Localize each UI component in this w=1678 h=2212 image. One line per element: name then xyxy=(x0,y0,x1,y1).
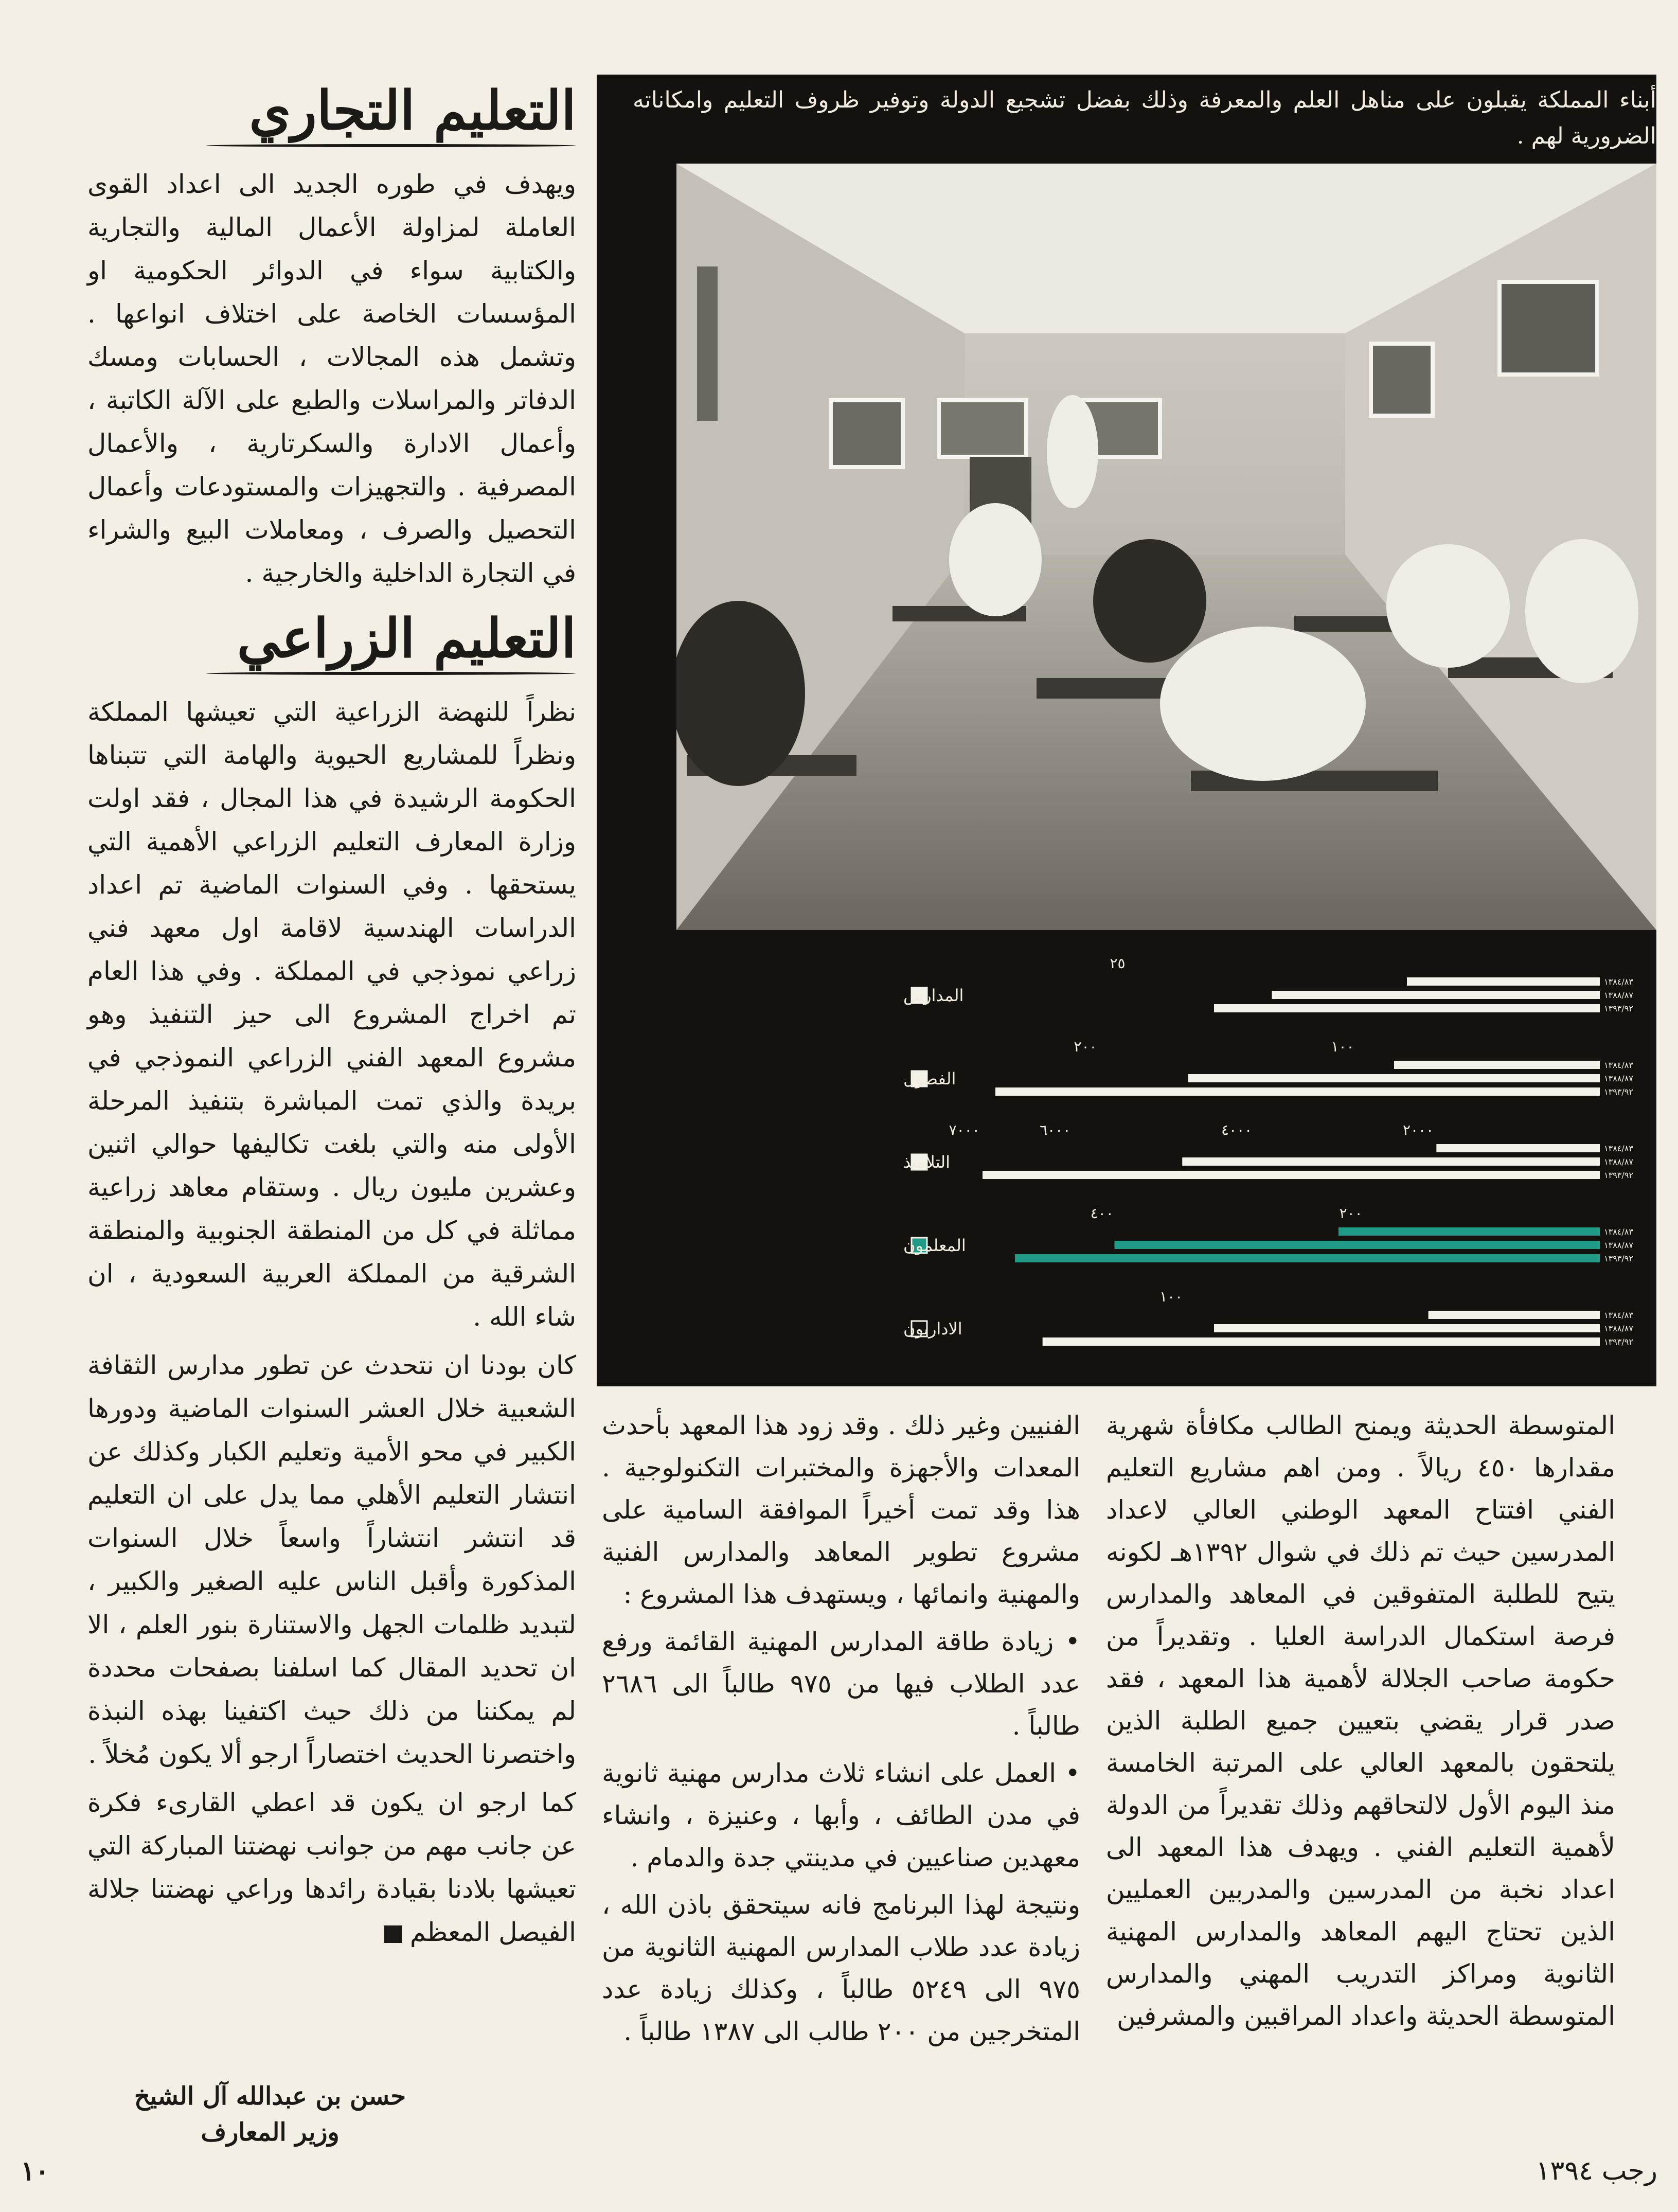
year-label: ١٣٨٤/٨٣ xyxy=(1604,1144,1633,1153)
year-label: ١٣٨٤/٨٣ xyxy=(1604,977,1633,987)
tick-label: ١٠٠ xyxy=(1159,1288,1183,1305)
paragraph-commercial-education: ويهدف في طوره الجديد الى اعداد القوى العاملة لمزاولة الأعمال المالية والتجارية والكتابية سواء في الدوائر الحكومية او المؤسسات الخاصة على اختلاف انواعها . وتشمل هذه المجالات ، الحسابات ومسك الدفاتر والمراسلات والطبع على الآلة الكاتبة ، وأعمال الادارة والسكرتارية ، والأعمال المصرفية . والتجهيزات والمستودعات وأعمال التحصيل والصرف ، ومعاملات البيع والشراء في التجارة الداخلية والخارجية . xyxy=(87,169,576,588)
year-label: ١٣٩٣/٩٢ xyxy=(1604,1337,1633,1347)
tick-label: ١٠٠ xyxy=(1331,1038,1354,1055)
year-label: ١٣٨٤/٨٣ xyxy=(1604,1227,1633,1237)
legend-label: الفصول xyxy=(903,1069,956,1089)
legend-label: المعلمون xyxy=(903,1236,966,1255)
chart-bar xyxy=(1188,1074,1600,1082)
year-label: ١٣٨٨/٨٧ xyxy=(1604,1157,1633,1167)
tick-label: ٢٠٠ xyxy=(1074,1038,1097,1055)
heading-commercial-education: التعليم التجاري xyxy=(249,79,576,142)
tick-label: ٢٠٠ xyxy=(1339,1205,1363,1222)
paragraph-popular-culture: كان بودنا ان نتحدث عن تطور مدارس الثقافة الشعبية خلال العشر السنوات الماضية ودورها الكبير في محو الأمية وتعليم الكبار وكذلك عن انتشار التعليم الأهلي مما يدل على ان التعليم قد انتشر انتشاراً واسعاً خلال السنوات المذكورة وأقبل الناس عليه الصغير والكبير ، لتبديد ظلمات الجهل والاستنارة بنور العلم ، الا ان تحديد المقال كما اسلفنا بصفحات محددة لم يمكننا من ذلك حيث اكتفينا بهذه النبذة واختصرنا الحديث اختصاراً ارجو ألا يكون مُخلاً . xyxy=(87,1350,576,1769)
closing-text: كما ارجو ان يكون قد اعطي القارىء فكرة عن جانب مهم من جوانب نهضتنا المباركة التي تعيشها بلادنا بقيادة رائدها وراعي نهضتنا جلالة الفيصل المعظم xyxy=(87,1788,576,1947)
legend-label: التلاميذ xyxy=(903,1152,950,1172)
middle-result-text: ونتيجة لهذا البرنامج فانه سيتحقق باذن الله ، زيادة عدد طلاب المدارس المهنية الثانوية من ٩٧٥ الى ٥٢٤٩ طالباً ، وكذلك زيادة عدد المتخرجين من ٢٠٠ طالب الى ١٣٨٧ طالباً . xyxy=(602,1890,1080,2046)
legend-label: المدارس xyxy=(903,986,964,1005)
tick-label: ٢٠٠٠ xyxy=(1402,1121,1434,1138)
right-text: المتوسطة الحديثة ويمنح الطالب مكافأة شهرية مقدارها ٤٥٠ ريالاً . ومن اهم مشاريع التعليم الفني افتتاح المعهد الوطني العالي لاعداد المدرسين حيث تم ذلك في شوال ١٣٩٢هـ لكونه يتيح للطلبة المتفوقين في المعاهد والمدارس فرصة استكمال الدراسة العليا . وتقديراً من حكومة صاحب الجلالة لأهمية هذا المعهد ، فقد صدر قرار يقضي بتعيين جميع الطلبة الذين يلتحقون بالمعهد العالي على المرتبة الخامسة منذ اليوم الأول لالتحاقهم وذلك تقديراً من الدولة لأهمية التعليم الفني . ويهدف هذا المعهد الى اعداد نخبة من المدرسين والمدربين العمليين الذين تحتاج اليهم المعاهد والمدارس المهنية الثانوية ومراكز التدريب المهني والمدارس المتوسطة الحديثة واعداد المراقبين والمشرفين xyxy=(1106,1411,1615,2031)
left-column xyxy=(87,72,576,1959)
bullet-1: • زيادة طاقة المدارس المهنية القائمة ورفع عدد الطلاب فيها من ٩٧٥ طالباً الى ٢٦٨٦ طالباً . xyxy=(602,1627,1080,1741)
chart-bar xyxy=(1214,1324,1600,1332)
chart-bar xyxy=(1429,1311,1600,1319)
signature-block xyxy=(103,2078,437,2150)
bullet-2-text: العمل على انشاء ثلاث مدارس مهنية ثانوية في مدن الطائف ، وأبها ، وعنيزة ، وانشاء معهدين صناعيين في مدينتي جدة والدمام . xyxy=(602,1758,1080,1872)
classroom-photo-drawing xyxy=(676,164,1656,930)
paragraph-closing xyxy=(87,1781,576,1954)
issue-date: رجب ١٣٩٤ xyxy=(1536,2155,1657,2186)
right-column xyxy=(1106,1404,1615,2037)
year-label: ١٣٨٨/٨٧ xyxy=(1604,1074,1633,1083)
tick-label: ٤٠٠٠ xyxy=(1221,1121,1253,1138)
chart-bar xyxy=(1043,1337,1600,1346)
year-label: ١٣٨٨/٨٧ xyxy=(1604,1324,1633,1333)
chart-bar xyxy=(983,1171,1600,1179)
chart-bar xyxy=(1407,977,1600,986)
year-label: ١٣٩٣/٩٢ xyxy=(1604,1004,1633,1013)
chart-bar xyxy=(995,1087,1600,1096)
bullet-2: • العمل على انشاء ثلاث مدارس مهنية ثانوية في مدن الطائف ، وأبها ، وعنيزة ، وانشاء معهدين صناعيين في مدينتي جدة والدمام . xyxy=(602,1758,1081,1872)
chart-bar xyxy=(1015,1254,1600,1262)
bullet-1-text: زيادة طاقة المدارس المهنية القائمة ورفع عدد الطلاب فيها من ٩٧٥ طالباً الى ٢٦٨٦ طالباً . xyxy=(602,1627,1080,1741)
year-label: ١٣٨٤/٨٣ xyxy=(1604,1060,1633,1070)
middle-text: الفنيين وغير ذلك . وقد زود هذا المعهد بأحدث المعدات والأجهزة والمختبرات التكنولوجية . هذا وقد تمت أخيراً الموافقة السامية على مشروع تطوير المعاهد والمدارس الفنية والمهنية وانمائها ، ويستهدف هذا المشروع : xyxy=(602,1411,1080,1609)
end-mark xyxy=(384,1925,402,1943)
middle-column xyxy=(602,1404,1080,2053)
education-statistics-chart xyxy=(597,941,1656,1384)
page-number: ١٠ xyxy=(21,2155,49,2187)
chart-bar xyxy=(1114,1241,1600,1249)
tick-label: ٢٥ xyxy=(1110,955,1126,972)
chart-bar xyxy=(1214,1004,1600,1012)
tick-label: ٧٠٠٠ xyxy=(949,1121,980,1138)
heading-agricultural-education: التعليم الزراعي xyxy=(237,606,576,670)
chart-bar xyxy=(1272,991,1600,999)
chart-bar xyxy=(1436,1144,1600,1152)
photo-caption: أبناء المملكة يقبلون على مناهل العلم والمعرفة وذلك بفضل تشجيع الدولة وتوفير ظروف التعليم وامكاناته الضرورية لهم . xyxy=(633,87,1656,149)
classroom-photo xyxy=(676,164,1656,930)
signature-name: حسن بن عبدالله آل الشيخ xyxy=(134,2082,406,2111)
signature-title: وزير المعارف xyxy=(201,2118,340,2147)
tick-label: ٦٠٠٠ xyxy=(1040,1121,1071,1138)
year-label: ١٣٨٨/٨٧ xyxy=(1604,1240,1633,1250)
chart-bar xyxy=(1338,1227,1600,1236)
chart-bar xyxy=(1394,1061,1600,1069)
year-label: ١٣٨٨/٨٧ xyxy=(1604,990,1633,1000)
year-label: ١٣٨٤/٨٣ xyxy=(1604,1310,1633,1320)
chart-bar xyxy=(1182,1157,1600,1166)
paragraph-agricultural-education: نظراً للنهضة الزراعية التي تعيشها المملكة ونظراً للمشاريع الحيوية والهامة التي تتبناها الحكومة الرشيدة في هذا المجال ، فقد اولت وزارة المعارف التعليم الزراعي الأهمية التي يستحقها . وفي السنوات الماضية تم اعداد الدراسات الهندسية لاقامة اول معهد فني زراعي نموذجي في المملكة . وفي هذا العام تم اخراج المشروع الى حيز التنفيذ وهو مشروع المعهد الفني الزراعي النموذجي في بريدة والذي تمت المباشرة بتنفيذ المرحلة الأولى منه والتي بلغت تكاليفها حوالي اثنين وعشرين مليون ريال . وستقام معاهد زراعية مماثلة في كل من المنطقة الجنوبية والمنطقة الشرقية من المملكة العربية السعودية ، ان شاء الله . xyxy=(87,697,576,1332)
year-label: ١٣٩٣/٩٢ xyxy=(1604,1087,1633,1097)
year-label: ١٣٩٣/٩٢ xyxy=(1604,1170,1633,1180)
year-label: ١٣٩٣/٩٢ xyxy=(1604,1254,1633,1263)
tick-label: ٤٠٠ xyxy=(1090,1205,1114,1222)
legend-label: الاداريون xyxy=(903,1319,962,1339)
